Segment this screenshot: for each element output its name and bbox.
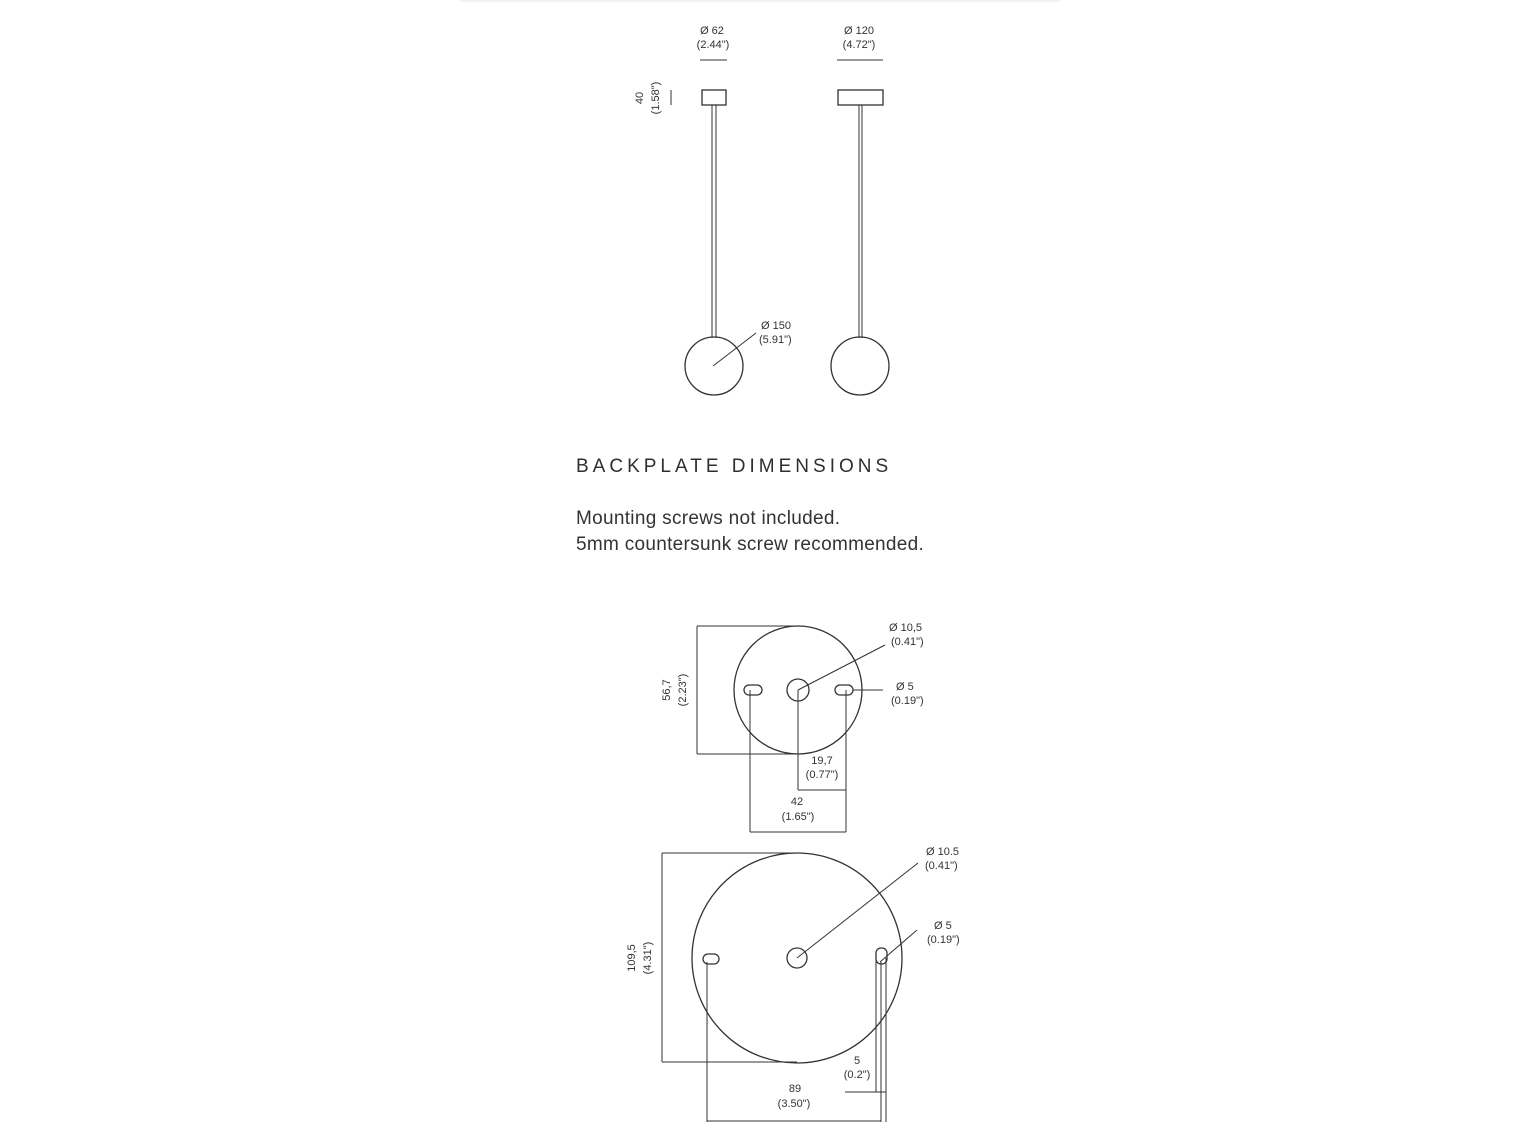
- small-canopy-dia-inch-label: (2.44"): [696, 39, 730, 51]
- pendant-large: [831, 25, 889, 395]
- large-spacing-inch-label: (3.50"): [777, 1098, 811, 1110]
- large-height-inch-label: (4.31"): [642, 941, 654, 975]
- section-title: BACKPLATE DIMENSIONS: [576, 456, 893, 477]
- small-slot-inch-label: (0.19"): [891, 695, 924, 707]
- small-slot-label: Ø 5: [896, 681, 914, 693]
- small-offset-inch-label: (0.77"): [805, 769, 839, 781]
- canopy-height-label: 40: [634, 91, 646, 105]
- large-spacing-label: 89: [788, 1083, 802, 1095]
- large-slot-width-label: 5: [853, 1055, 861, 1067]
- small-center-hole-label: Ø 10,5: [889, 622, 923, 634]
- large-center-hole-label: Ø 10.5: [926, 846, 960, 858]
- canopy-height-inch-label: (1.58"): [650, 81, 662, 115]
- large-center-hole-inch-label: (0.41"): [925, 860, 958, 872]
- large-plate-slot-right: [876, 948, 887, 964]
- large-slot-leader: [880, 930, 917, 962]
- small-center-leader: [798, 645, 885, 690]
- large-canopy-dia-inch-label: (4.72"): [842, 39, 876, 51]
- small-height-inch-label: (2.23"): [677, 673, 689, 707]
- small-plate-slot-right: [835, 685, 853, 695]
- large-globe: [831, 337, 889, 395]
- globe-dia-label: Ø 150: [761, 320, 791, 332]
- small-plate-slot-left: [744, 685, 762, 695]
- small-canopy-dia-label: Ø 62: [700, 25, 724, 37]
- large-slot-width-inch-label: (0.2"): [843, 1069, 871, 1081]
- small-canopy: [702, 90, 726, 105]
- large-backplate: [626, 846, 960, 1122]
- small-spacing-inch-label: (1.65"): [781, 811, 815, 823]
- large-height-label: 109,5: [626, 944, 638, 972]
- small-center-hole-inch-label: (0.41"): [891, 636, 924, 648]
- small-backplate: [661, 622, 924, 832]
- mounting-notes: [576, 506, 924, 558]
- large-slot-label: Ø 5: [934, 920, 952, 932]
- note-line-2: 5mm countersunk screw recommended.: [576, 534, 925, 555]
- large-center-leader: [797, 863, 918, 958]
- small-globe: [685, 337, 743, 395]
- large-canopy: [838, 90, 883, 105]
- globe-dia-inch-label: (5.91"): [759, 334, 792, 346]
- note-line-1: Mounting screws not included.: [576, 508, 841, 529]
- large-plate-slot-left: [703, 954, 719, 964]
- small-offset-label: 19,7: [811, 755, 833, 767]
- large-slot-inch-label: (0.19"): [927, 934, 960, 946]
- pendant-small: [634, 25, 792, 395]
- small-spacing-label: 42: [790, 796, 804, 808]
- small-height-label: 56,7: [661, 679, 673, 701]
- large-canopy-dia-label: Ø 120: [844, 25, 874, 37]
